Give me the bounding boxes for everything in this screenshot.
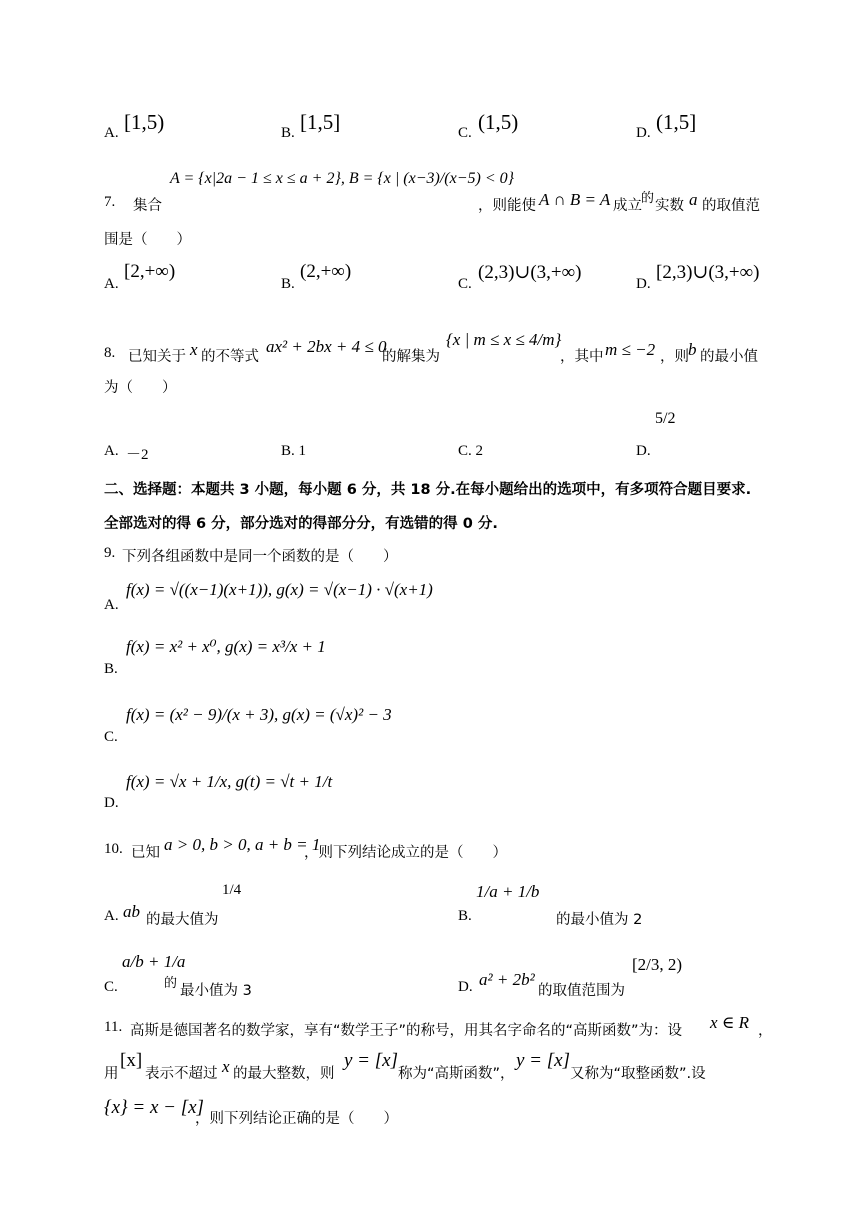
q8-line2: 为（ ） <box>104 380 177 396</box>
q7-text-mid3: 实数 <box>655 198 684 214</box>
q7-de: 的 <box>641 191 655 206</box>
q9-option-b-expr: f(x) = x² + x⁰, g(x) = x³/x + 1 <box>126 637 326 656</box>
q8-inequality: ax² + 2bx + 4 ≤ 0 <box>266 337 387 356</box>
section-2-line1: 二、选择题：本题共 3 小题，每小题 6 分，共 18 分.在每小题给出的选项中，有多项符合题目要求. <box>104 482 752 498</box>
q11-line2-c: 的最大整数，则 <box>233 1066 335 1082</box>
q11-line2-d: 称为“高斯函数”， <box>398 1066 515 1082</box>
q7-option-c-value: (2,3)∪(3,+∞) <box>478 262 582 283</box>
q10-text2: ，则下列结论成立的是（ ） <box>304 845 507 861</box>
q10-option-c-text: 最小值为 3 <box>180 983 252 999</box>
q8-option-a-value: －2 <box>126 447 149 463</box>
q9-text: 下列各组函数中是同一个函数的是（ ） <box>122 549 398 565</box>
q10-option-d-text: 的取值范围为 <box>538 983 625 999</box>
q6-option-b-label: B. <box>281 125 295 141</box>
q10-option-a-value: 1/4 <box>222 882 242 898</box>
q8-text4: ，其中 <box>560 349 604 365</box>
q7-option-b-label: B. <box>281 276 295 292</box>
q11-line2-b: 表示不超过 <box>145 1066 218 1082</box>
q11-bracket-x: [x] <box>120 1050 143 1071</box>
q11-line2-e: 又称为“取整函数”.设 <box>570 1066 706 1082</box>
q10-option-b-label: B. <box>458 908 472 924</box>
q9-option-d-expr: f(x) = √x + 1/x, g(t) = √t + 1/t <box>126 772 333 791</box>
q8-number: 8. <box>104 345 116 361</box>
q7-option-c-label: C. <box>458 276 472 292</box>
q7-var-a: a <box>689 190 698 209</box>
q8-text1: 已知关于 <box>128 349 186 365</box>
q8-option-c-label <box>458 443 483 460</box>
q11-text1: 高斯是德国著名的数学家，享有“数学王子”的称号，用其名字命名的“高斯函数”为：设 <box>130 1023 683 1039</box>
q7-option-a-label: A. <box>104 276 119 292</box>
q8-var-b: b <box>688 340 697 359</box>
q7-text-mid1: ，则能使 <box>478 198 536 214</box>
q10-option-a-text: 的最大值为 <box>146 912 219 928</box>
q8-solution-set: {x | m ≤ x ≤ 4/m} <box>446 330 562 349</box>
q7-text-mid2: 成立 <box>613 198 642 214</box>
q7-option-b-value: (2,+∞) <box>300 261 352 282</box>
q8-var-x: x <box>190 340 198 359</box>
q11-eq2: y = [x] <box>516 1050 570 1071</box>
q10-option-a-label: A. <box>104 908 119 924</box>
q8-text5: ，则 <box>660 349 689 365</box>
q10-option-c-de: 的 <box>164 976 178 991</box>
q7-line2: 围是（ ） <box>104 232 191 248</box>
q8-option-d-label: D. <box>636 443 651 459</box>
q6-option-a-label: A. <box>104 125 119 141</box>
q8-text3: 的解集为 <box>382 349 440 365</box>
q9-option-d-label: D. <box>104 795 119 811</box>
q10-option-c-label: C. <box>104 979 118 995</box>
q8-text6: 的最小值 <box>700 349 758 365</box>
q7-condition: A ∩ B = A <box>539 190 611 209</box>
q9-option-b-label: B. <box>104 661 118 677</box>
q8-option-b-value: 1 <box>298 443 307 459</box>
q7-option-d-value: [2,3)∪(3,+∞) <box>656 262 760 283</box>
q10-option-b-expr: 1/a + 1/b <box>476 882 540 901</box>
q7-option-d-label: D. <box>636 276 651 292</box>
q11-var-x: x <box>222 1057 230 1076</box>
q9-option-a-label: A. <box>104 597 119 613</box>
q10-text1: 已知 <box>131 845 160 861</box>
q6-option-b-value: [1,5] <box>300 110 341 134</box>
q9-number: 9. <box>104 545 116 561</box>
q11-condition: x ∈ R <box>710 1013 750 1032</box>
q11-line2-a: 用 <box>104 1066 119 1082</box>
q10-option-a-expr: ab <box>123 902 140 921</box>
q8-condition: m ≤ −2 <box>605 340 656 359</box>
q9-option-c-label: C. <box>104 729 118 745</box>
q10-condition: a > 0, b > 0, a + b = 1 <box>164 835 321 854</box>
q10-option-d-expr: a² + 2b² <box>479 970 535 989</box>
q8-option-c-value: 2 <box>475 443 484 459</box>
q6-option-a-value: [1,5) <box>124 110 165 134</box>
q6-option-d-value: (1,5] <box>656 110 697 134</box>
q11-comma: ， <box>758 1023 773 1039</box>
q10-option-b-text: 的最小值为 2 <box>556 912 643 928</box>
q8-option-b-label-text: B. <box>281 443 295 459</box>
q8-text2: 的不等式 <box>201 349 259 365</box>
q8-option-c-label-text: C. <box>458 443 472 459</box>
q9-option-c-expr: f(x) = (x² − 9)/(x + 3), g(x) = (√x)² − 3 <box>126 705 392 724</box>
q10-option-d-value: [2/3, 2) <box>632 955 683 974</box>
q7-set-expression: A = {x|2a − 1 ≤ x ≤ a + 2}, B = {x | (x−3)/(x−5) < 0} <box>170 170 515 187</box>
q10-option-d-label: D. <box>458 979 473 995</box>
q9-option-a-expr: f(x) = √((x−1)(x+1)), g(x) = √(x−1) · √(x+1) <box>126 580 433 599</box>
q7-option-a-value: [2,+∞) <box>124 261 176 282</box>
q11-eq3: {x} = x − [x] <box>104 1097 204 1118</box>
q10-option-c-expr: a/b + 1/a <box>122 952 186 971</box>
section-2-line2: 全部选对的得 6 分，部分选对的得部分分，有选错的得 0 分. <box>104 516 498 532</box>
q11-line3: ，则下列结论正确的是（ ） <box>195 1111 398 1127</box>
q7-prefix: 集合 <box>133 198 162 214</box>
q8-option-d-value: 5/2 <box>655 410 676 427</box>
q8-option-b-label <box>281 443 306 460</box>
q8-option-a-label: A. <box>104 443 119 459</box>
q11-eq1: y = [x] <box>344 1050 398 1071</box>
q10-number: 10. <box>104 841 123 857</box>
q7-text-end: 的取值范 <box>702 198 760 214</box>
q6-option-d-label: D. <box>636 125 651 141</box>
q11-number: 11. <box>104 1019 123 1035</box>
q7-number: 7. <box>104 194 116 210</box>
q6-option-c-value: (1,5) <box>478 110 519 134</box>
q6-option-c-label: C. <box>458 125 472 141</box>
